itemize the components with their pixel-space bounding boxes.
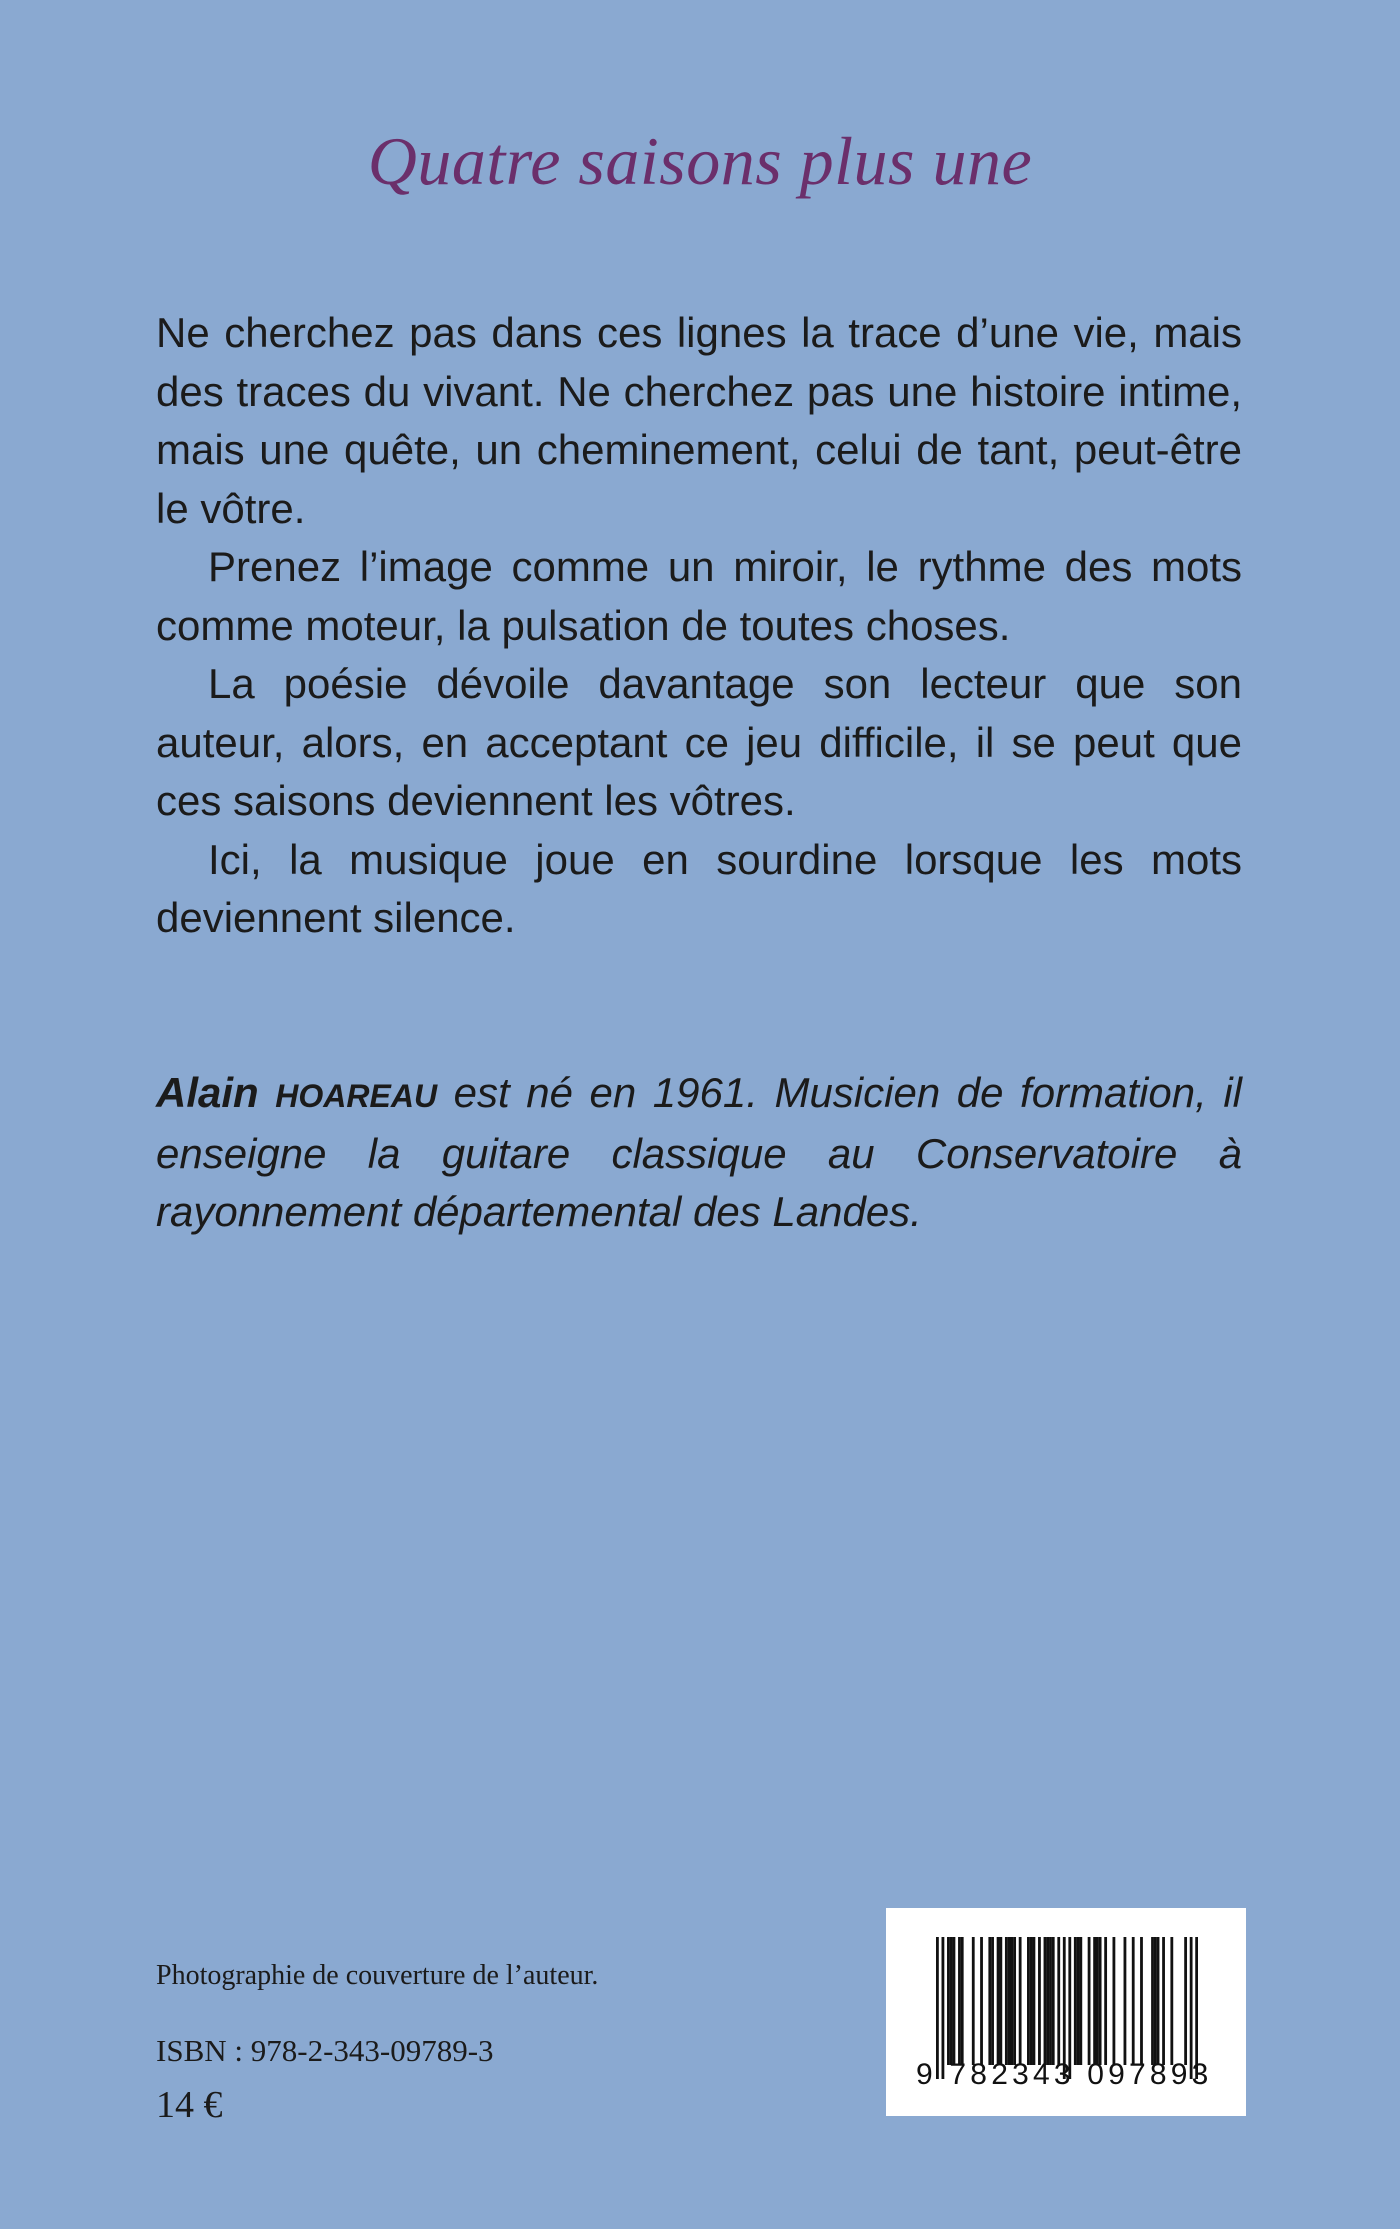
photo-credit: Photographie de couverture de l’auteur. xyxy=(156,1960,599,1991)
barcode-bar xyxy=(1057,1937,1060,2065)
barcode-bar xyxy=(1077,1937,1080,2065)
barcode-bar xyxy=(1044,1937,1047,2065)
barcode-bar xyxy=(1096,1937,1099,2065)
blurb-paragraph-3: La poésie dévoile davantage son lecteur que son auteur, alors, en acceptant ce jeu difficile, il se peut que ces saisons deviennent les vôtres. xyxy=(156,660,1242,824)
barcode-bar xyxy=(1099,1937,1102,2065)
author-bio-text: est né en 1961. Musicien de formation, il enseigne la guitare classique au Conservatoire à rayonnement départemental des Landes. xyxy=(156,1069,1243,1235)
barcode-bar xyxy=(947,1937,950,2065)
barcode-bar xyxy=(1052,1937,1055,2065)
barcode-bar xyxy=(961,1937,964,2065)
barcode-bar xyxy=(1033,1937,1036,2065)
barcode-bar xyxy=(1154,1937,1157,2065)
barcode-bar xyxy=(1151,1937,1154,2065)
barcode-digits: 9 782343 097893 xyxy=(916,2058,1213,2091)
barcode-bar xyxy=(1093,1937,1096,2065)
barcode-bar xyxy=(1124,1937,1127,2065)
barcode-bar xyxy=(1019,1937,1022,2065)
author-bio xyxy=(156,1064,1242,1241)
barcode-bar xyxy=(1010,1937,1013,2065)
blurb-paragraph-4: Ici, la musique joue en sourdine lorsque les mots deviennent silence. xyxy=(156,835,1242,941)
barcode-bar xyxy=(1140,1937,1143,2065)
barcode-bar xyxy=(1079,1937,1082,2065)
barcode-bar xyxy=(1046,1937,1049,2065)
barcode-bar xyxy=(1030,1937,1033,2065)
barcode-bar xyxy=(1074,1937,1077,2065)
barcode-bar xyxy=(1132,1937,1135,2065)
barcode-bar xyxy=(1027,1937,1030,2065)
barcode-bar xyxy=(997,1937,1000,2065)
barcode-bar xyxy=(991,1937,994,2065)
isbn: ISBN : 978-2-343-09789-3 xyxy=(156,2033,494,2068)
barcode-bar xyxy=(972,1937,975,2065)
barcode-bar xyxy=(988,1937,991,2065)
barcode-bar xyxy=(1038,1937,1041,2065)
barcode-bar xyxy=(1162,1937,1165,2065)
barcode-bar xyxy=(950,1937,953,2065)
barcode-bar xyxy=(980,1937,983,2065)
barcode xyxy=(886,1908,1246,2116)
blurb-paragraph-2: Prenez l’image comme un miroir, le rythme des mots comme moteur, la pulsation de toutes choses. xyxy=(156,543,1242,649)
barcode-bar xyxy=(1088,1937,1091,2065)
author-last-name: HOAREAU xyxy=(275,1078,438,1114)
barcode-bar xyxy=(953,1937,956,2065)
blurb-paragraph-1: Ne cherchez pas dans ces lignes la trace d’une vie, mais des traces du vivant. Ne cherchez pas une histoire intime, mais une quête, un cheminement, celui de tant, peut-être le vôtre. xyxy=(156,309,1242,532)
barcode-bar xyxy=(1104,1937,1107,2065)
barcode-bar xyxy=(1013,1937,1016,2065)
blurb xyxy=(156,304,1242,948)
barcode-bar xyxy=(1049,1937,1052,2065)
barcode-bar xyxy=(999,1937,1002,2065)
barcode-bar xyxy=(1170,1937,1173,2065)
barcode-bar xyxy=(1113,1937,1116,2065)
author-first-name: Alain xyxy=(156,1069,259,1116)
barcode-bar xyxy=(1184,1937,1187,2065)
price: 14 € xyxy=(156,2084,223,2126)
author-name xyxy=(156,1069,437,1116)
barcode-bar xyxy=(1008,1937,1011,2065)
book-title: Quatre saisons plus une xyxy=(367,123,1033,199)
barcode-bar xyxy=(958,1937,961,2065)
barcode-bar xyxy=(1157,1937,1160,2065)
barcode-bar xyxy=(1005,1937,1008,2065)
